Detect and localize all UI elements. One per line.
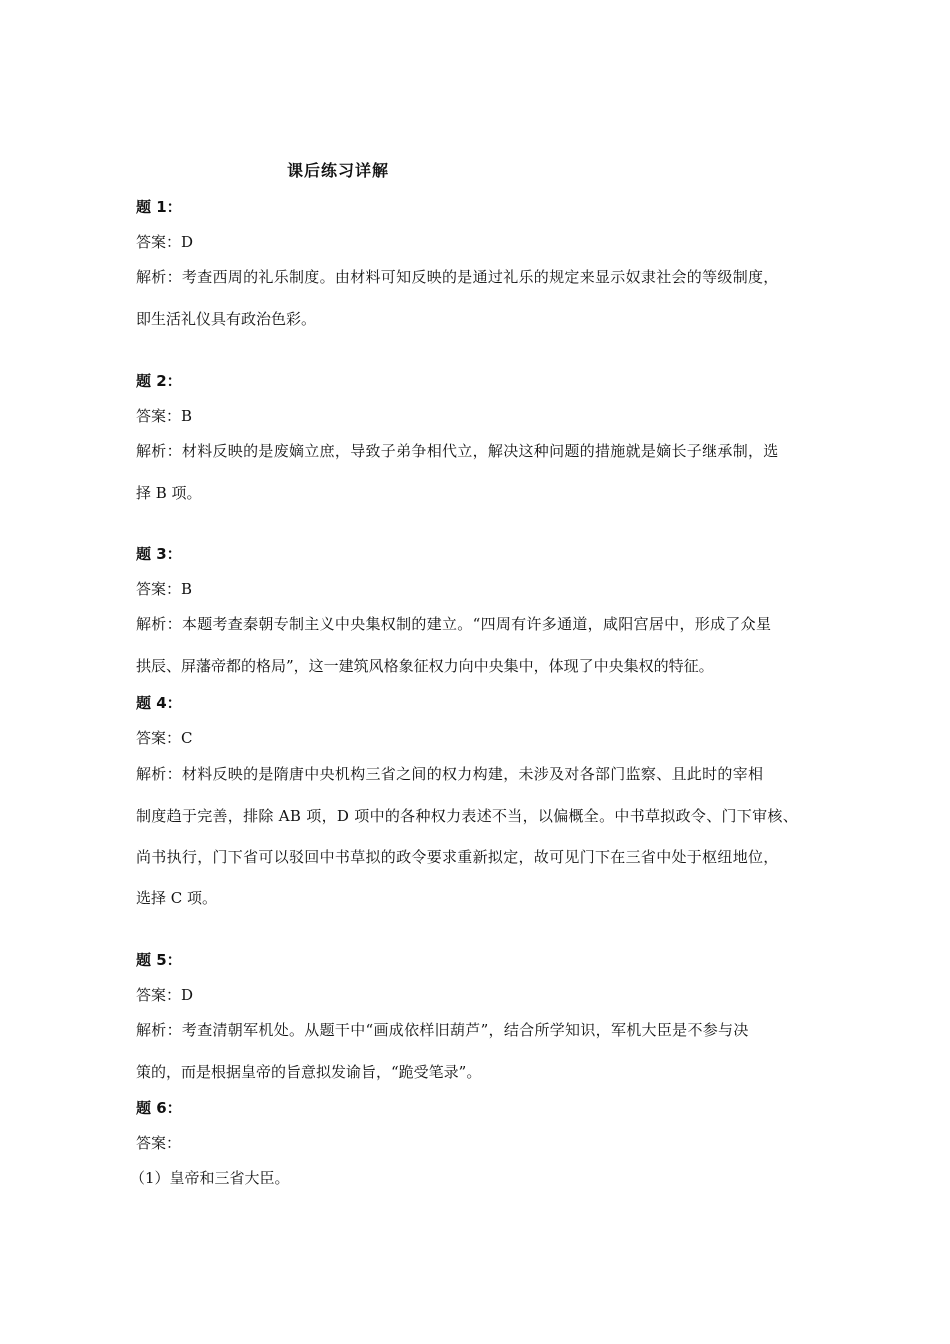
- question-1-analysis-line-1: 解析：考查西周的礼乐制度。由材料可知反映的是通过礼乐的规定来显示奴隶社会的等级制度，: [136, 268, 779, 286]
- question-4-heading: 题 4：: [136, 694, 182, 712]
- question-1-heading: 题 1：: [136, 198, 182, 216]
- question-2-heading: 题 2：: [136, 372, 182, 390]
- question-3-heading: 题 3：: [136, 545, 182, 563]
- question-3-analysis-line-1: 解析：本题考查秦朝专制主义中央集权制的建立。“四周有许多通道，咸阳宫居中，形成了众星: [136, 615, 772, 633]
- question-6-heading: 题 6：: [136, 1099, 182, 1117]
- question-3-answer: 答案：B: [136, 580, 193, 598]
- question-4-answer: 答案：C: [136, 729, 193, 747]
- question-5-heading: 题 5：: [136, 951, 182, 969]
- question-4-analysis-line-3: 尚书执行，门下省可以驳回中书草拟的政令要求重新拟定，故可见门下在三省中处于枢纽地位，: [136, 848, 779, 866]
- question-5-analysis-line-1: 解析：考查清朝军机处。从题干中“画成依样旧葫芦”，结合所学知识，军机大臣是不参与决: [136, 1021, 749, 1039]
- question-1-answer: 答案：D: [136, 233, 194, 251]
- question-1-analysis-line-2: 即生活礼仪具有政治色彩。: [136, 310, 317, 328]
- question-6-subanswer-1: （1）皇帝和三省大臣。: [130, 1169, 290, 1187]
- question-5-analysis-line-2: 策的，而是根据皇帝的旨意拟发谕旨，“跪受笔录”。: [136, 1063, 482, 1081]
- question-4-analysis-line-2: 制度趋于完善，排除 AB 项，D 项中的各种权力表述不当，以偏概全。中书草拟政令、门下审核、: [136, 807, 798, 825]
- question-2-answer: 答案：B: [136, 407, 193, 425]
- question-2-analysis-line-1: 解析：材料反映的是废嫡立庶，导致子弟争相代立，解决这种问题的措施就是嫡长子继承制，选: [136, 442, 779, 460]
- question-4-analysis-line-1: 解析：材料反映的是隋唐中央机构三省之间的权力构建，未涉及对各部门监察、且此时的宰相: [136, 765, 764, 783]
- question-3-analysis-line-2: 拱辰、屏藩帝都的格局”，这一建筑风格象征权力向中央集中，体现了中央集权的特征。: [136, 657, 714, 675]
- question-6-answer: 答案：: [136, 1134, 182, 1152]
- document-title: 课后练习详解: [287, 161, 390, 180]
- question-2-analysis-line-2: 择 B 项。: [136, 484, 202, 502]
- question-4-analysis-line-4: 选择 C 项。: [136, 889, 218, 907]
- question-5-answer: 答案：D: [136, 986, 194, 1004]
